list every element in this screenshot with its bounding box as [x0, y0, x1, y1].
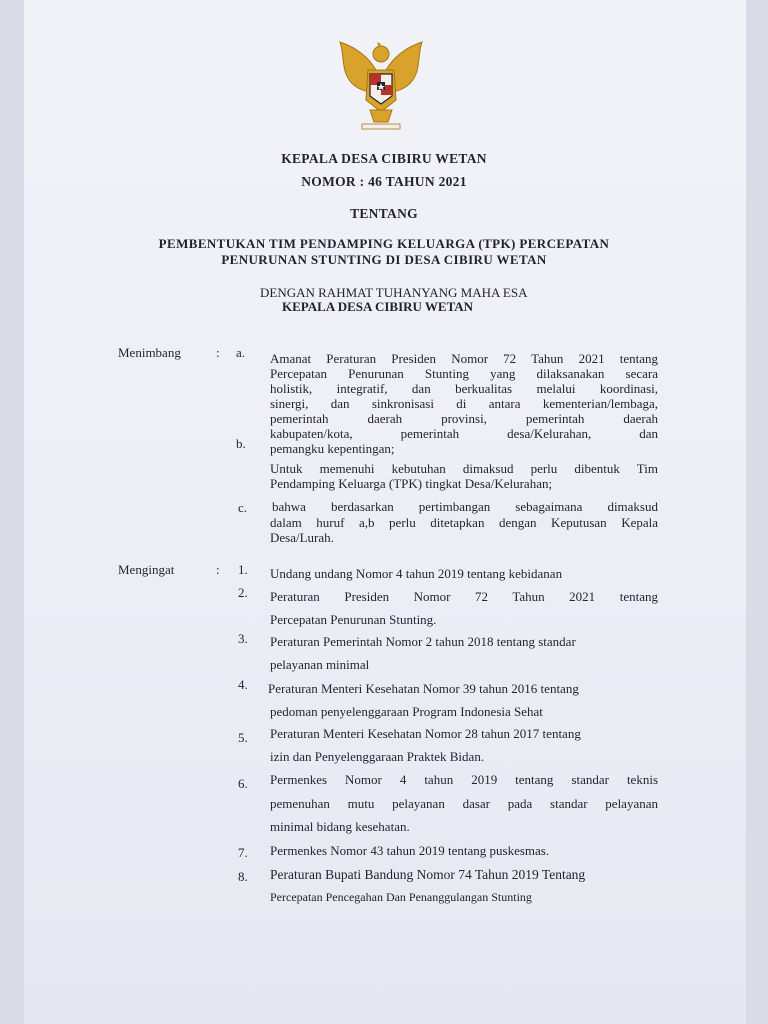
menimbang-a-line: Amanat Peraturan Presiden Nomor 72 Tahun 2021 tentang — [270, 351, 658, 366]
menimbang-b-line: Pendamping Keluarga (TPK) tingkat Desa/Kelurahan; — [270, 476, 553, 491]
menimbang-b-line: Untuk memenuhi kebutuhan dimaksud perlu dibentuk Tim — [270, 461, 658, 476]
tentang-heading: TENTANG — [350, 206, 418, 221]
mengingat-item-line: izin dan Penyelenggaraan Praktek Bidan. — [270, 749, 485, 764]
menimbang-c-line: bahwa berdasarkan pertimbangan sebagaimana dimaksud — [272, 499, 658, 514]
mengingat-item-number: 8. — [238, 869, 248, 884]
garuda-emblem-icon — [336, 40, 426, 132]
issuer-title: KEPALA DESA CIBIRU WETAN — [281, 151, 487, 166]
mengingat-item-line: Undang undang Nomor 4 tahun 2019 tentang kebidanan — [270, 566, 563, 581]
menimbang-colon: : — [216, 345, 220, 360]
menimbang-a-line: kabupaten/kota, pemerintah desa/Kelurahan, dan — [270, 426, 658, 441]
mengingat-item-line: Peraturan Menteri Kesehatan Nomor 28 tahun 2017 tentang — [270, 726, 581, 741]
invocation-line: DENGAN RAHMAT TUHANYANG MAHA ESA — [260, 285, 528, 300]
menimbang-label: Menimbang — [118, 345, 181, 360]
mengingat-item-line: Percepatan Pencegahan Dan Penanggulangan Stunting — [270, 890, 532, 904]
menimbang-c-line: dalam huruf a,b perlu ditetapkan dengan Keputusan Kepala — [270, 515, 658, 530]
menimbang-a-line: holistik, integratif, dan berkualitas melalui koordinasi, — [270, 381, 658, 396]
menimbang-b-marker: b. — [236, 436, 246, 451]
mengingat-item-number: 6. — [238, 776, 248, 791]
mengingat-item-number: 7. — [238, 845, 248, 860]
mengingat-item-line: minimal bidang kesehatan. — [270, 819, 410, 834]
mengingat-item-line: Permenkes Nomor 4 tahun 2019 tentang standar teknis — [270, 772, 658, 787]
decree-number: NOMOR : 46 TAHUN 2021 — [301, 174, 467, 189]
subject-line-1: PEMBENTUKAN TIM PENDAMPING KELUARGA (TPK) PERCEPATAN — [158, 236, 610, 251]
mengingat-colon: : — [216, 562, 220, 577]
mengingat-label: Mengingat — [118, 562, 175, 577]
menimbang-c-line: Desa/Lurah. — [270, 530, 334, 545]
mengingat-item-number: 3. — [238, 631, 248, 646]
mengingat-item-number: 5. — [238, 730, 248, 745]
mengingat-item-line: Peraturan Pemerintah Nomor 2 tahun 2018 tentang standar — [270, 634, 576, 649]
mengingat-item-line: Permenkes Nomor 43 tahun 2019 tentang puskesmas. — [270, 843, 550, 858]
mengingat-item-line: Percepatan Penurunan Stunting. — [270, 612, 437, 627]
mengingat-item-line: Peraturan Menteri Kesehatan Nomor 39 tahun 2016 tentang — [268, 681, 579, 696]
mengingat-item-line: Peraturan Bupati Bandung Nomor 74 Tahun 2019 Tentang — [270, 867, 586, 882]
mengingat-item-number: 4. — [238, 677, 248, 692]
menimbang-a-line: pemangku kepentingan; — [270, 441, 395, 456]
mengingat-item-line: pemenuhan mutu pelayanan dasar pada standar pelayanan — [270, 796, 658, 811]
mengingat-item-line: pelayanan minimal — [270, 657, 370, 672]
mengingat-item-line: pedoman penyelenggaraan Program Indonesia Sehat — [270, 704, 543, 719]
official-title: KEPALA DESA CIBIRU WETAN — [282, 299, 474, 314]
menimbang-a-line: sinergi, dan sinkronisasi di antara kementerian/lembaga, — [270, 396, 658, 411]
mengingat-item-line: Peraturan Presiden Nomor 72 Tahun 2021 tentang — [270, 589, 658, 604]
menimbang-a-line: Percepatan Penurunan Stunting yang dilaksanakan secara — [270, 366, 658, 381]
subject-line-2: PENURUNAN STUNTING DI DESA CIBIRU WETAN — [221, 252, 547, 267]
menimbang-a-line: pemerintah daerah provinsi, pemerintah daerah — [270, 411, 658, 426]
mengingat-item-number: 2. — [238, 585, 248, 600]
mengingat-item-number: 1. — [238, 562, 248, 577]
menimbang-c-marker: c. — [238, 500, 248, 515]
menimbang-a-marker: a. — [236, 345, 246, 360]
